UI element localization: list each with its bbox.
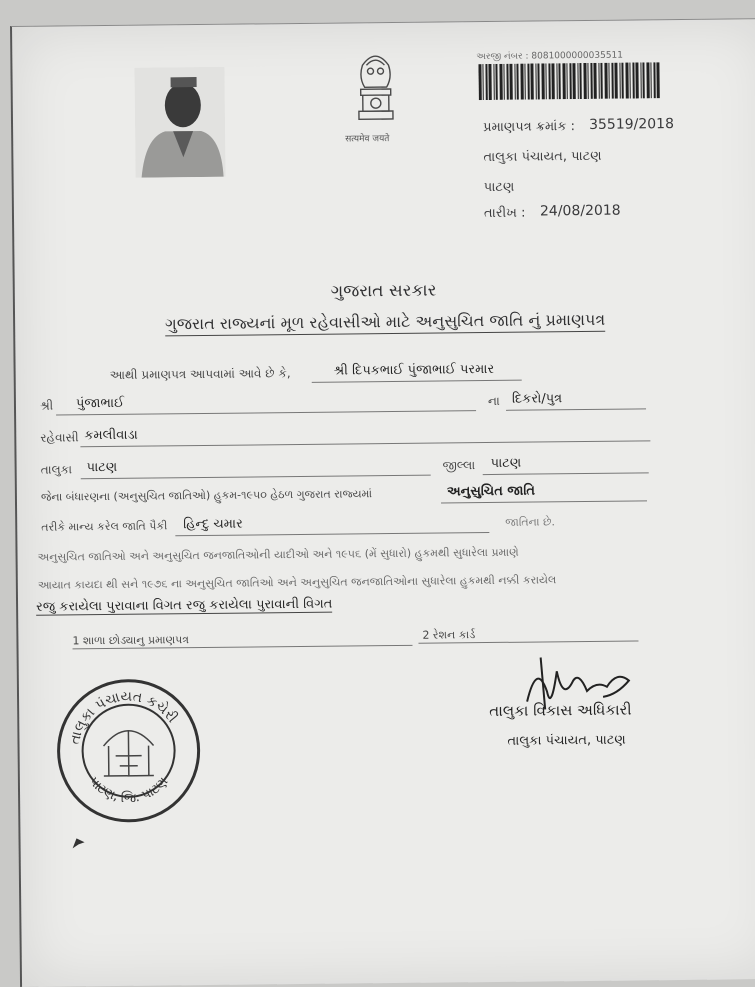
seal-text-bottom: પાટણ, જિ. પાટણ [85, 774, 172, 807]
barcode-bar [600, 63, 602, 99]
barcode-bar [514, 64, 515, 100]
barcode-bar [619, 63, 620, 99]
barcode-bar [621, 63, 623, 99]
barcode-bar [593, 63, 596, 99]
schedule-note-1: અનુસુચિત જાતિઓ અને અનુસુચિત જનજાતિઓની યાદીઓ અને ૧૯૫૬ (મેં સુધારો) હુકમથી સુધારેલા પ્રમાણે [37, 545, 519, 564]
barcode-bar [646, 62, 649, 98]
barcode-bar [509, 64, 512, 100]
barcode-bar [635, 62, 638, 98]
barcode-bar [604, 63, 607, 99]
certificate-title: ગુજરાત રાજ્યનાં મૂળ રહેવાસીઓ માટે અનુસુચિત જાતિ નું પ્રમાણપત્ર [165, 310, 605, 337]
district-label: જીલ્લા [442, 458, 476, 473]
caste-suffix: જાતિના છે. [505, 515, 556, 529]
issuing-office: તાલુકા પંચાયત, પાટણ [483, 148, 602, 166]
barcode-bar [577, 63, 578, 99]
barcode-bar [478, 64, 481, 100]
relation-label: ના [487, 393, 500, 409]
barcode-bar [566, 63, 567, 99]
emblem-motto: सत्यमेव जयते [345, 134, 390, 145]
barcode-bar [656, 62, 659, 98]
barcode-bar [569, 63, 571, 99]
barcode-bar [590, 63, 592, 99]
application-number: અરજી નંબર : 8081000000035511 [476, 50, 624, 63]
barcode-bar [495, 64, 497, 100]
barcode-bar [524, 64, 525, 100]
barcode-bar [537, 63, 539, 99]
barcode-bar [562, 63, 565, 99]
caste-value: હિન્દુ ચમાર [183, 516, 243, 533]
holder-name: શ્રી દિપકભાઈ પુંજાભાઈ પરમાર [333, 361, 495, 379]
barcode-bar [614, 63, 617, 99]
barcode-bar [503, 64, 504, 100]
barcode-bar [551, 63, 554, 99]
barcode-bar [482, 64, 483, 100]
constitution-value: અનુસુચિત જાતિ [446, 483, 536, 500]
date-label: તારીખ : [483, 205, 526, 222]
barcode-bar [527, 64, 529, 100]
issuing-place: પાટણ [483, 179, 515, 196]
resident-value: કમલીવાડા [84, 427, 138, 444]
barcode-bar [558, 63, 560, 99]
barcode-bar [583, 63, 586, 99]
certificate-number-label: પ્રમાણપત્ર ક્રમાંક : [483, 119, 576, 136]
barcode-bar [608, 63, 609, 99]
barcode-bar [642, 62, 644, 98]
resident-label: રહેવાસી [40, 430, 79, 445]
barcode-bar [530, 64, 533, 100]
district-value: પાટણ [490, 455, 522, 471]
barcode-bar [640, 62, 641, 98]
barcode-bar [516, 64, 518, 100]
barcode-bar [506, 64, 508, 100]
intro-label: આથી પ્રમાણપત્ર આપવામાં આવે છે કે, [109, 366, 291, 382]
barcode-bar [632, 62, 634, 98]
schedule-note-2: આયાત કાયદા થી સને ૧૯૭૬ ના અનુસુચિત જાતિઓ અને અનુસુચિત જનજાતિઓના સુધારેલા હુકમથી નક્કી કરાયેલ [37, 573, 557, 592]
father-prefix: શ્રી [39, 398, 54, 413]
barcode-bar [485, 64, 487, 100]
stray-mark-icon [70, 836, 86, 850]
barcode-bar [598, 63, 599, 99]
evidence-item-2: 2 રેશન કાર્ડ [422, 628, 476, 642]
barcode-bar [579, 63, 581, 99]
office-seal-stamp [53, 675, 205, 827]
taluka-value: પાટણ [86, 459, 118, 476]
signatory-office: તાલુકા પંચાયત, પાટણ [507, 732, 626, 749]
barcode-bar [587, 63, 588, 99]
barcode-icon [478, 62, 660, 100]
relation-value: દિકરો/પુત્ર [511, 391, 563, 407]
evidence-heading: રજુ કરાયેલા પુરાવાના વિગત રજુ કરાયેલા પુરાવાની વિગત [36, 596, 333, 615]
barcode-bar [625, 63, 628, 99]
barcode-bar [493, 64, 494, 100]
barcode-bar [572, 63, 575, 99]
barcode-bar [556, 63, 557, 99]
issue-date: 24/08/2018 [539, 202, 621, 220]
seal-text-top: તાલુકા પંચાયત કચેરી [66, 688, 181, 746]
taluka-label: તાલુકા [40, 462, 73, 477]
applicant-photo [134, 67, 225, 178]
barcode-bar [650, 62, 651, 98]
barcode-bar [535, 63, 536, 99]
barcode-bar [520, 64, 523, 100]
barcode-bar [653, 62, 655, 98]
barcode-bar [629, 63, 630, 99]
signatory-designation: તાલુકા વિકાસ અધિકારી [489, 700, 632, 721]
certificate-number: 35519/2018 [588, 116, 675, 133]
barcode-bar [488, 64, 491, 100]
government-title: ગુજરાત સરકાર [330, 280, 437, 302]
constitution-text: જેના બંધારણના (અનુસુચિત જાતિઓ) હુકમ-૧૯૫૦ હેઠળ ગુજરાત રાજ્યમાં [40, 487, 373, 504]
barcode-bar [499, 64, 502, 100]
certificate-page [10, 18, 755, 987]
barcode-bar [548, 63, 550, 99]
caste-label: તરીકે માન્ય કરેલ જાતિ પૈકી [41, 519, 168, 534]
barcode-bar [541, 63, 544, 99]
barcode-bar [611, 63, 613, 99]
svg-text:પાટણ, જિ. પાટણ [86, 773, 172, 806]
father-name: પુંજાભાઈ [75, 395, 125, 412]
barcode-bar [545, 63, 546, 99]
evidence-item-1: 1 શાળા છોડ્યાનુ પ્રમાણપત્ર [72, 633, 190, 648]
